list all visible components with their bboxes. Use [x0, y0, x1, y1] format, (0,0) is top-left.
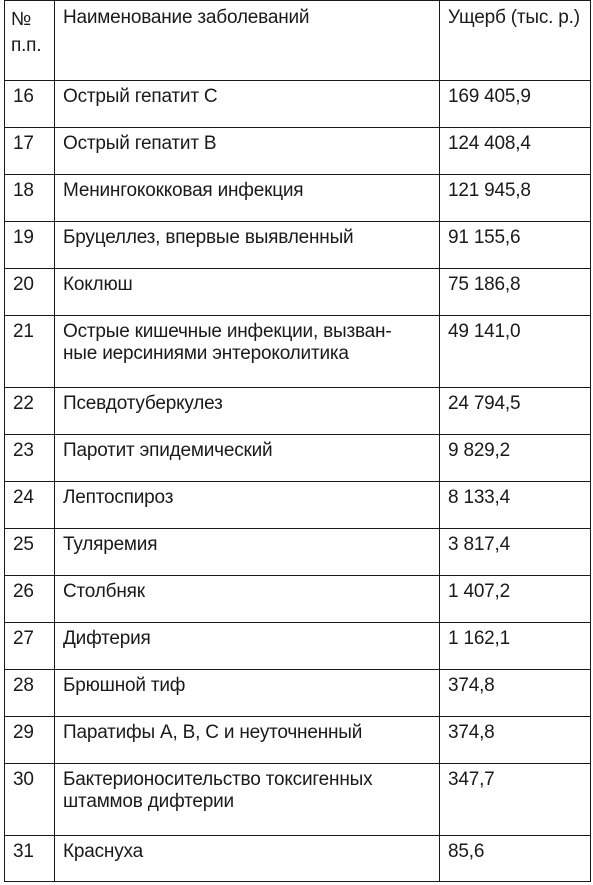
table-row — [5, 316, 591, 388]
row-damage-value: 124 408,4 — [440, 128, 591, 175]
header-number-line2: п.п. — [11, 35, 42, 56]
table-row — [5, 764, 591, 836]
table-row — [5, 670, 591, 717]
table-row — [5, 81, 591, 128]
row-damage-value: 85,6 — [440, 836, 591, 882]
table-row — [5, 128, 591, 175]
row-disease-name — [55, 764, 440, 836]
row-disease-name: Брюшной тиф — [55, 670, 440, 717]
row-disease-name-line2: штаммов дифтерии — [63, 791, 234, 812]
row-number: 29 — [5, 717, 55, 764]
table-row — [5, 175, 591, 222]
header-disease-name: Наименование заболеваний — [55, 1, 440, 81]
row-damage-value: 75 186,8 — [440, 269, 591, 316]
row-damage-value: 347,7 — [440, 764, 591, 836]
row-disease-name: Псевдотуберкулез — [55, 388, 440, 435]
row-disease-name: Бруцеллез, впервые выявленный — [55, 222, 440, 269]
table-row — [5, 482, 591, 529]
row-disease-name: Лептоспироз — [55, 482, 440, 529]
row-disease-name: Столбняк — [55, 576, 440, 623]
row-number: 24 — [5, 482, 55, 529]
row-damage-value: 1 407,2 — [440, 576, 591, 623]
header-damage: Ущерб (тыс. р.) — [440, 1, 591, 81]
row-number: 28 — [5, 670, 55, 717]
row-disease-name-line1: Бактерионосительство токсигенных — [63, 769, 373, 790]
row-number: 31 — [5, 836, 55, 882]
row-damage-value: 91 155,6 — [440, 222, 591, 269]
row-damage-value: 374,8 — [440, 670, 591, 717]
row-disease-name: Паратифы А, В, С и неуточненный — [55, 717, 440, 764]
table-row — [5, 576, 591, 623]
row-number: 19 — [5, 222, 55, 269]
row-number: 22 — [5, 388, 55, 435]
header-number — [5, 1, 55, 81]
row-number: 30 — [5, 764, 55, 836]
row-disease-name-line2: ные иерсиниями энтероколитика — [63, 343, 349, 364]
row-disease-name: Туляремия — [55, 529, 440, 576]
row-number: 18 — [5, 175, 55, 222]
table-row — [5, 222, 591, 269]
table-body — [5, 81, 591, 882]
row-number: 26 — [5, 576, 55, 623]
row-number: 27 — [5, 623, 55, 670]
damage-table — [4, 0, 591, 882]
header-number-line1: № — [11, 9, 32, 30]
row-damage-value: 24 794,5 — [440, 388, 591, 435]
row-damage-value: 3 817,4 — [440, 529, 591, 576]
table-row — [5, 388, 591, 435]
row-number: 20 — [5, 269, 55, 316]
table-row — [5, 836, 591, 882]
row-disease-name: Острый гепатит В — [55, 128, 440, 175]
row-damage-value: 169 405,9 — [440, 81, 591, 128]
row-number: 21 — [5, 316, 55, 388]
row-number: 16 — [5, 81, 55, 128]
row-number: 17 — [5, 128, 55, 175]
table-row — [5, 435, 591, 482]
row-damage-value: 9 829,2 — [440, 435, 591, 482]
row-disease-name: Дифтерия — [55, 623, 440, 670]
row-damage-value: 8 133,4 — [440, 482, 591, 529]
row-disease-name — [55, 316, 440, 388]
row-number: 25 — [5, 529, 55, 576]
table-row — [5, 717, 591, 764]
header-row — [5, 1, 591, 81]
row-disease-name: Краснуха — [55, 836, 440, 882]
row-disease-name: Коклюш — [55, 269, 440, 316]
row-damage-value: 374,8 — [440, 717, 591, 764]
row-number: 23 — [5, 435, 55, 482]
table-row — [5, 529, 591, 576]
table-row — [5, 623, 591, 670]
row-disease-name: Менингококковая инфекция — [55, 175, 440, 222]
row-disease-name: Острый гепатит С — [55, 81, 440, 128]
row-damage-value: 121 945,8 — [440, 175, 591, 222]
row-disease-name: Паротит эпидемический — [55, 435, 440, 482]
row-disease-name-line1: Острые кишечные инфекции, вызван- — [63, 321, 392, 342]
row-damage-value: 49 141,0 — [440, 316, 591, 388]
table-row — [5, 269, 591, 316]
row-damage-value: 1 162,1 — [440, 623, 591, 670]
table-header — [5, 1, 591, 81]
